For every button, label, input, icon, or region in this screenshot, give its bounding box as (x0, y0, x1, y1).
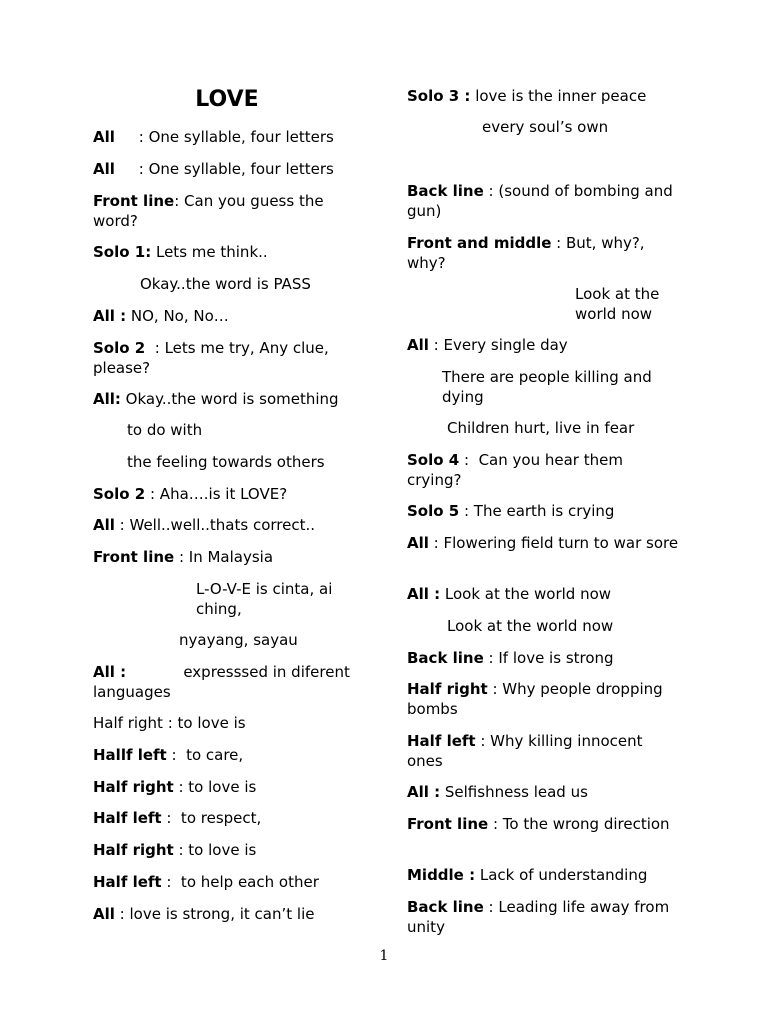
speaker-label: Back line (407, 649, 484, 667)
script-line (407, 233, 682, 273)
speaker-label: All : (93, 663, 127, 681)
script-line (407, 450, 682, 490)
script-line (407, 865, 682, 885)
line-text: Half right : to love is (93, 714, 246, 732)
script-line (407, 418, 682, 438)
script-line (93, 840, 361, 860)
speaker-label: Back line (407, 182, 484, 200)
speaker-label: All (407, 336, 429, 354)
script-line (93, 306, 361, 326)
line-text: : to help each other (161, 873, 319, 891)
speaker-label: Half right (407, 680, 488, 698)
speaker-label: Solo 3 : (407, 87, 471, 105)
speaker-label: All : (93, 307, 127, 325)
line-text: to do with (127, 421, 203, 439)
script-line (93, 127, 361, 147)
line-text: There are people killing and dying (442, 368, 657, 406)
speaker-label: Front line (93, 192, 175, 210)
line-text: every soul’s own (482, 118, 609, 136)
speaker-label: Solo 2 (93, 485, 146, 503)
script-line (93, 777, 361, 797)
line-text: : Flowering field turn to war sore (428, 534, 679, 552)
line-text: : (sound of bombing and gun) (407, 182, 678, 220)
speaker-label: Half right (93, 841, 174, 859)
line-text: : Can you guess the word? (93, 192, 329, 230)
line-text: : to care, (166, 746, 244, 764)
script-line (407, 648, 682, 668)
line-text: : But, why?, why? (407, 234, 650, 272)
script-line (407, 679, 682, 719)
line-text: : love is strong, it can’t lie (114, 905, 315, 923)
speaker-label: All (93, 905, 115, 923)
script-line (407, 335, 682, 355)
line-text: Look at the world now (447, 617, 614, 635)
script-line (93, 191, 361, 231)
line-text: Okay..the word is something (120, 390, 339, 408)
script-line (93, 662, 361, 702)
line-text: : One syllable, four letters (114, 160, 334, 178)
line-text: : Why killing innocent ones (407, 732, 648, 770)
speaker-label: Front and middle (407, 234, 552, 252)
script-line (93, 484, 361, 504)
script-line (93, 274, 361, 294)
line-text: Selfishness lead us (440, 783, 588, 801)
line-text: L-O-V-E is cinta, ai ching, (196, 580, 338, 618)
speaker-label: All (93, 128, 115, 146)
script-line (407, 616, 682, 636)
line-text: : to love is (173, 841, 257, 859)
script-line (407, 584, 682, 604)
script-line (93, 630, 361, 650)
page-title: LOVE (195, 87, 259, 112)
script-line (93, 242, 361, 262)
script-line (93, 515, 361, 535)
speaker-label: Hallf left (93, 746, 167, 764)
line-text: : to respect, (161, 809, 262, 827)
line-text: : Why people dropping bombs (407, 680, 668, 718)
speaker-label: Solo 4 (407, 451, 460, 469)
line-text: : to love is (173, 778, 257, 796)
speaker-label: Solo 5 (407, 502, 460, 520)
script-line (407, 731, 682, 771)
speaker-label: Front line (93, 548, 175, 566)
speaker-label: All (93, 160, 115, 178)
speaker-label: All: (93, 390, 121, 408)
script-line (407, 284, 682, 324)
line-text: Okay..the word is PASS (140, 275, 311, 293)
script-line (407, 86, 682, 106)
speaker-label: Middle : (407, 866, 476, 884)
line-text: : Leading life away from unity (407, 898, 674, 936)
line-text: : Every single day (428, 336, 568, 354)
line-text: NO, No, No… (126, 307, 229, 325)
script-line (407, 501, 682, 521)
line-text: Lack of understanding (475, 866, 648, 884)
script-line (407, 782, 682, 802)
script-line (407, 117, 682, 137)
script-line (93, 713, 361, 733)
line-text: the feeling towards others (127, 453, 325, 471)
speaker-label: All (407, 534, 429, 552)
line-text: Lets me think.. (151, 243, 268, 261)
speaker-label: Half left (93, 873, 162, 891)
speaker-label: All : (407, 585, 441, 603)
line-text: : To the wrong direction (488, 815, 670, 833)
line-text: Children hurt, live in fear (447, 419, 635, 437)
speaker-label: Solo 2 (93, 339, 146, 357)
script-line (93, 452, 361, 472)
line-text: : Aha….is it LOVE? (145, 485, 288, 503)
speaker-label: Back line (407, 898, 484, 916)
speaker-label: All (93, 516, 115, 534)
line-text: : Can you hear them crying? (407, 451, 628, 489)
page-number: 1 (379, 948, 389, 964)
line-text: : One syllable, four letters (114, 128, 334, 146)
line-text: Look at the world now (440, 585, 612, 603)
line-text: Look at the world now (575, 285, 665, 323)
script-line (93, 579, 361, 619)
line-text: nyayang, sayau (179, 631, 298, 649)
script-line (93, 745, 361, 765)
script-line (93, 159, 361, 179)
line-text: : If love is strong (483, 649, 614, 667)
script-line (93, 338, 361, 378)
script-line (93, 872, 361, 892)
speaker-label: All : (407, 783, 441, 801)
script-line (407, 533, 682, 553)
script-line (93, 808, 361, 828)
speaker-label: Half right (93, 778, 174, 796)
script-line (93, 389, 361, 409)
speaker-label: Half left (93, 809, 162, 827)
speaker-label: Solo 1: (93, 243, 152, 261)
speaker-label: Front line (407, 815, 489, 833)
script-line (407, 367, 682, 407)
line-text: : In Malaysia (174, 548, 274, 566)
script-line (93, 547, 361, 567)
script-line (93, 420, 361, 440)
line-text: love is the inner peace (470, 87, 647, 105)
script-line (407, 897, 682, 937)
script-line (407, 181, 682, 221)
line-text: : Lets me try, Any clue, please? (93, 339, 334, 377)
line-text: : The earth is crying (459, 502, 615, 520)
script-line (93, 904, 361, 924)
speaker-label: Half left (407, 732, 476, 750)
line-text: : Well..well..thats correct.. (114, 516, 316, 534)
line-text: expresssed in diferent languages (93, 663, 355, 701)
script-line (407, 814, 682, 834)
